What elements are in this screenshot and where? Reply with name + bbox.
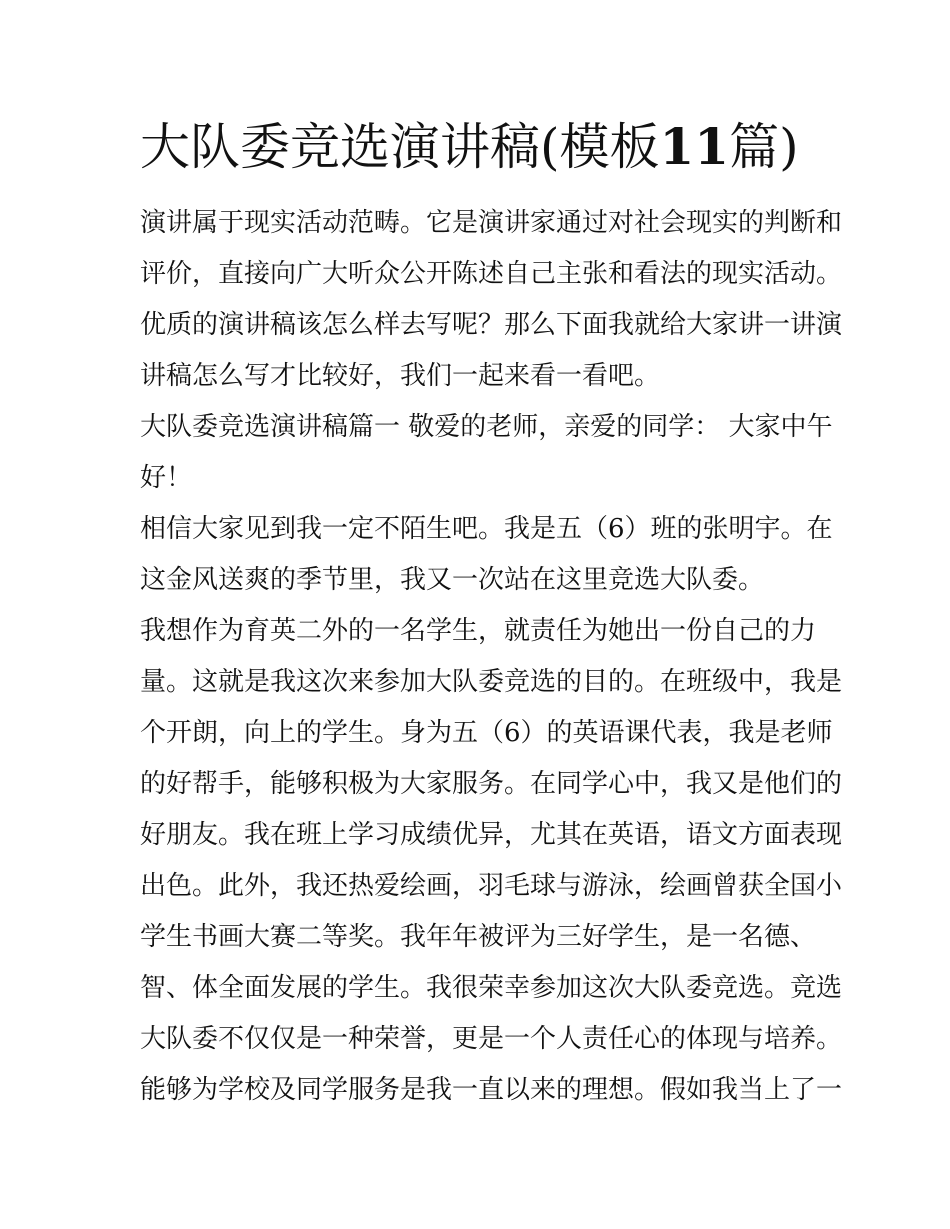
text-line: 好！ — [140, 463, 193, 493]
text-line: 优质的演讲稿该怎么样去写呢？那么下面我就给大家讲一讲演 — [140, 310, 843, 340]
text-line: 大队委不仅仅是一种荣誉，更是一个人责任心的体现与培养。 — [140, 1024, 843, 1054]
text-line: 的好帮手，能够积极为大家服务。在同学心中，我又是他们的 — [140, 769, 843, 799]
text-line: 好朋友。我在班上学习成绩优异，尤其在英语，语文方面表现 — [140, 820, 843, 850]
text-line: 这金风送爽的季节里，我又一次站在这里竞选大队委。 — [140, 565, 765, 595]
title-number: 11 — [659, 117, 730, 176]
text-line: 我想作为育英二外的一名学生，就责任为她出一份自己的力 — [140, 616, 817, 646]
text-line: 相信大家见到我一定不陌生吧。我是五（6）班的张明宇。在 — [140, 514, 833, 544]
text-line: 量。这就是我这次来参加大队委竞选的目的。在班级中，我是 — [140, 667, 843, 697]
text-line: 能够为学校及同学服务是我一直以来的理想。假如我当上了一 — [140, 1075, 843, 1105]
text-line: 评价，直接向广大听众公开陈述自己主张和看法的现实活动。 — [140, 259, 843, 289]
document-body — [140, 198, 843, 1116]
text-line: 智、体全面发展的学生。我很荣幸参加这次大队委竞选。竞选 — [140, 973, 843, 1003]
title-tail: 篇) — [729, 118, 799, 176]
title-main: 大队委竞选演讲稿(模板 — [140, 118, 660, 176]
text-line: 学生书画大赛二等奖。我年年被评为三好学生，是一名德、 — [140, 922, 817, 952]
document-title — [140, 112, 840, 182]
text-line: 个开朗，向上的学生。身为五（6）的英语课代表，我是老师 — [140, 718, 833, 748]
text-line: 讲稿怎么写才比较好，我们一起来看一看吧。 — [140, 361, 661, 391]
text-line: 大队委竞选演讲稿篇一 敬爱的老师，亲爱的同学： 大家中午 — [140, 412, 833, 442]
text-line: 演讲属于现实活动范畴。它是演讲家通过对社会现实的判断和 — [140, 208, 843, 238]
text-line: 出色。此外，我还热爱绘画，羽毛球与游泳，绘画曾获全国小 — [140, 871, 843, 901]
